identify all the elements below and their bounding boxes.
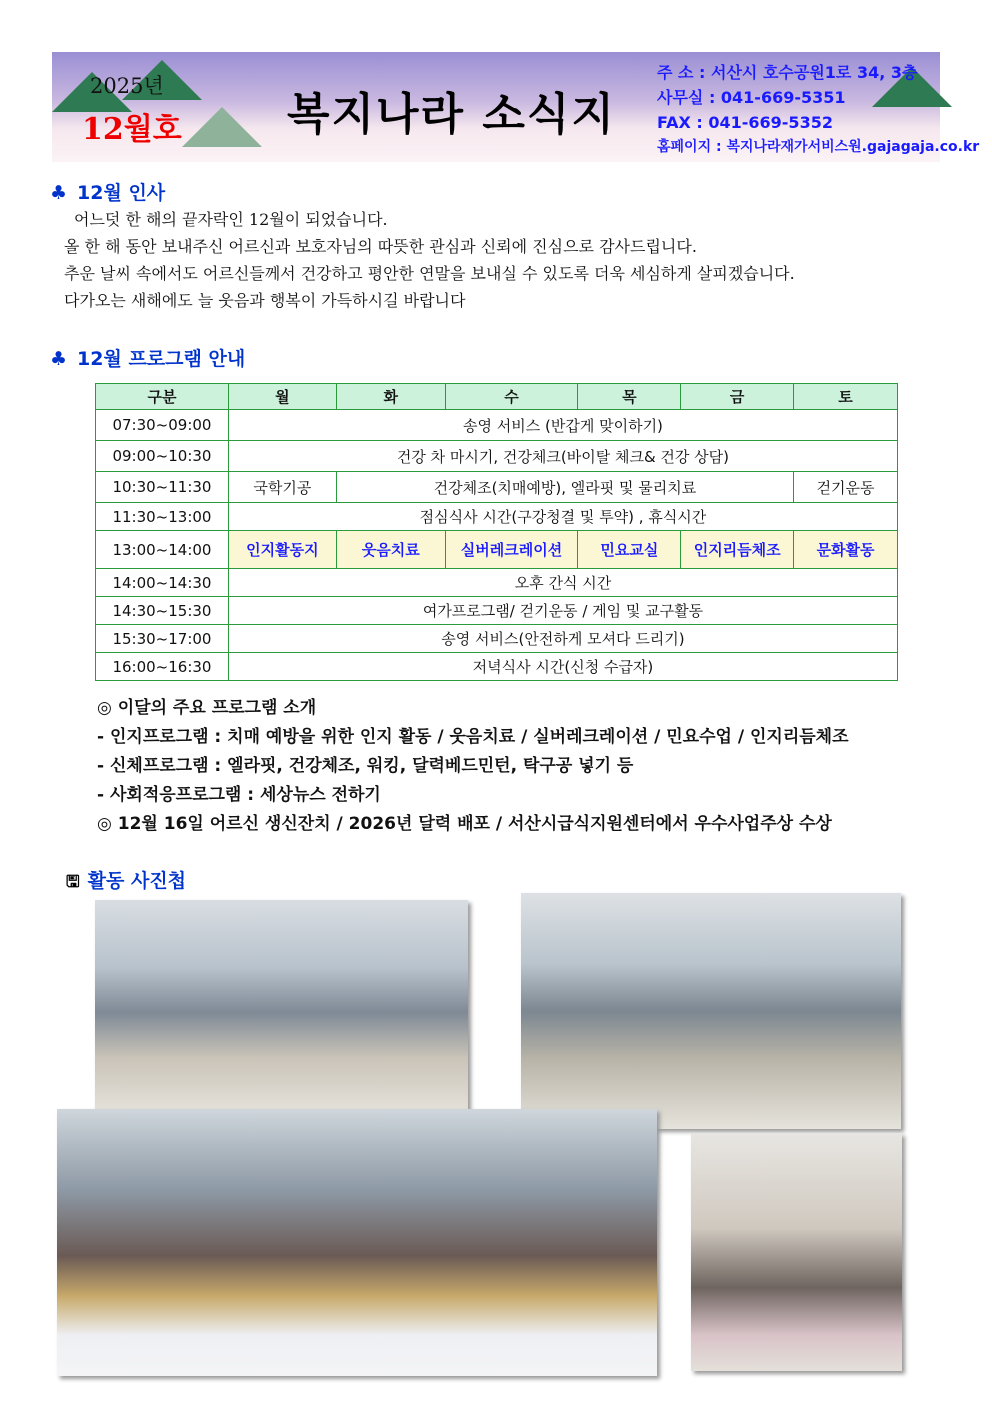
- tree-decoration: [182, 107, 262, 147]
- table-row: [96, 653, 898, 681]
- contact-info: [657, 60, 979, 160]
- photo-album-heading-text: 활동 사진첩: [87, 870, 187, 892]
- program-cell: 실버레크레이션: [445, 531, 578, 569]
- homepage: 홈페이지 : 복지나라재가서비스원.gajagaja.co.kr: [657, 139, 980, 155]
- time-cell: 13:00~14:00: [96, 531, 229, 569]
- time-cell: 16:00~16:30: [96, 653, 229, 681]
- activity-cell: 국학기공: [228, 472, 336, 503]
- newsletter-title: 복지나라 소식지: [287, 89, 616, 140]
- activity-photo: [95, 900, 468, 1125]
- greeting-line: 어느덧 한 해의 끝자락인 12월이 되었습니다.: [74, 210, 388, 229]
- greeting-heading: [50, 178, 165, 205]
- column-header: 수: [445, 384, 578, 410]
- column-header: 금: [681, 384, 794, 410]
- activity-photo: [521, 893, 901, 1129]
- time-cell: 14:00~14:30: [96, 569, 229, 597]
- activity-cell: 걷기운동: [794, 472, 898, 503]
- column-header: 목: [578, 384, 681, 410]
- table-row: [96, 410, 898, 441]
- issue-number: 12월호: [82, 112, 182, 147]
- table-row: [96, 625, 898, 653]
- time-cell: 14:30~15:30: [96, 597, 229, 625]
- address: 주 소 : 서산시 호수공원1로 34, 3층: [657, 63, 918, 82]
- table-row: [96, 569, 898, 597]
- note-line: ◎ 12월 16일 어르신 생신잔치 / 2026년 달력 배포 / 서산시급식지원센터에서 우수사업주상 수상: [97, 814, 832, 834]
- schedule-heading: [50, 344, 245, 371]
- greeting-line: 다가오는 새해에도 늘 웃음과 행복이 가득하시길 바랍니다: [64, 291, 466, 310]
- fax: FAX : 041-669-5352: [657, 113, 833, 132]
- program-cell: 인지리듬체조: [681, 531, 794, 569]
- program-notes: [97, 694, 849, 839]
- table-header-row: [96, 384, 898, 410]
- note-line: ◎ 이달의 주요 프로그램 소개: [97, 698, 317, 718]
- year: 2025년: [90, 74, 164, 98]
- program-cell: 문화활동: [794, 531, 898, 569]
- column-header: 화: [336, 384, 445, 410]
- club-icon: ♣: [50, 182, 68, 204]
- table-row: [96, 531, 898, 569]
- table-row: [96, 597, 898, 625]
- column-header: 토: [794, 384, 898, 410]
- photo-album-heading: [66, 866, 186, 898]
- program-cell: 인지활동지: [228, 531, 336, 569]
- time-cell: 09:00~10:30: [96, 441, 229, 472]
- column-header: 구분: [96, 384, 229, 410]
- club-icon: ♣: [50, 348, 68, 370]
- note-line: - 인지프로그램 : 치매 예방을 위한 인지 활동 / 웃음치료 / 실버레크레이션 / 민요수업 / 인지리듬체조: [97, 727, 849, 747]
- activity-cell: 건강체조(치매예방), 엘라핏 및 물리치료: [336, 472, 793, 503]
- table-row: [96, 472, 898, 503]
- save-icon: 🖫: [66, 872, 80, 891]
- activity-cell: 송영 서비스 (반갑게 맞이하기): [228, 410, 897, 441]
- table-row: [96, 441, 898, 472]
- award-photo: [691, 1133, 902, 1371]
- header-banner: [52, 52, 980, 162]
- schedule-table: [95, 383, 898, 681]
- time-cell: 10:30~11:30: [96, 472, 229, 503]
- activity-cell: 여가프로그램/ 걷기운동 / 게임 및 교구활동: [228, 597, 897, 625]
- table-row: [96, 503, 898, 531]
- greeting-line: 추운 날씨 속에서도 어르신들께서 건강하고 평안한 연말을 보내실 수 있도록 더욱 세심하게 살피겠습니다.: [64, 264, 795, 283]
- time-cell: 07:30~09:00: [96, 410, 229, 441]
- office-phone: 사무실 : 041-669-5351: [657, 88, 846, 107]
- activity-cell: 점심식사 시간(구강청결 및 투약) , 휴식시간: [228, 503, 897, 531]
- note-line: - 사회적응프로그램 : 세상뉴스 전하기: [97, 785, 381, 805]
- activity-cell: 송영 서비스(안전하게 모셔다 드리기): [228, 625, 897, 653]
- schedule-heading-text: 12월 프로그램 안내: [77, 348, 246, 370]
- time-cell: 15:30~17:00: [96, 625, 229, 653]
- birthday-party-photo: [57, 1109, 657, 1376]
- activity-cell: 오후 간식 시간: [228, 569, 897, 597]
- column-header: 월: [228, 384, 336, 410]
- program-cell: 민요교실: [578, 531, 681, 569]
- greeting-heading-text: 12월 인사: [77, 182, 166, 204]
- activity-cell: 건강 차 마시기, 건강체크(바이탈 체크& 건강 상담): [228, 441, 897, 472]
- program-cell: 웃음치료: [336, 531, 445, 569]
- greeting-line: 올 한 해 동안 보내주신 어르신과 보호자님의 따뜻한 관심과 신뢰에 진심으로 감사드립니다.: [64, 237, 697, 256]
- time-cell: 11:30~13:00: [96, 503, 229, 531]
- note-line: - 신체프로그램 : 엘라핏, 건강체조, 워킹, 달력베드민턴, 탁구공 넣기 등: [97, 756, 634, 776]
- activity-cell: 저녁식사 시간(신청 수급자): [228, 653, 897, 681]
- greeting-text: [64, 206, 795, 314]
